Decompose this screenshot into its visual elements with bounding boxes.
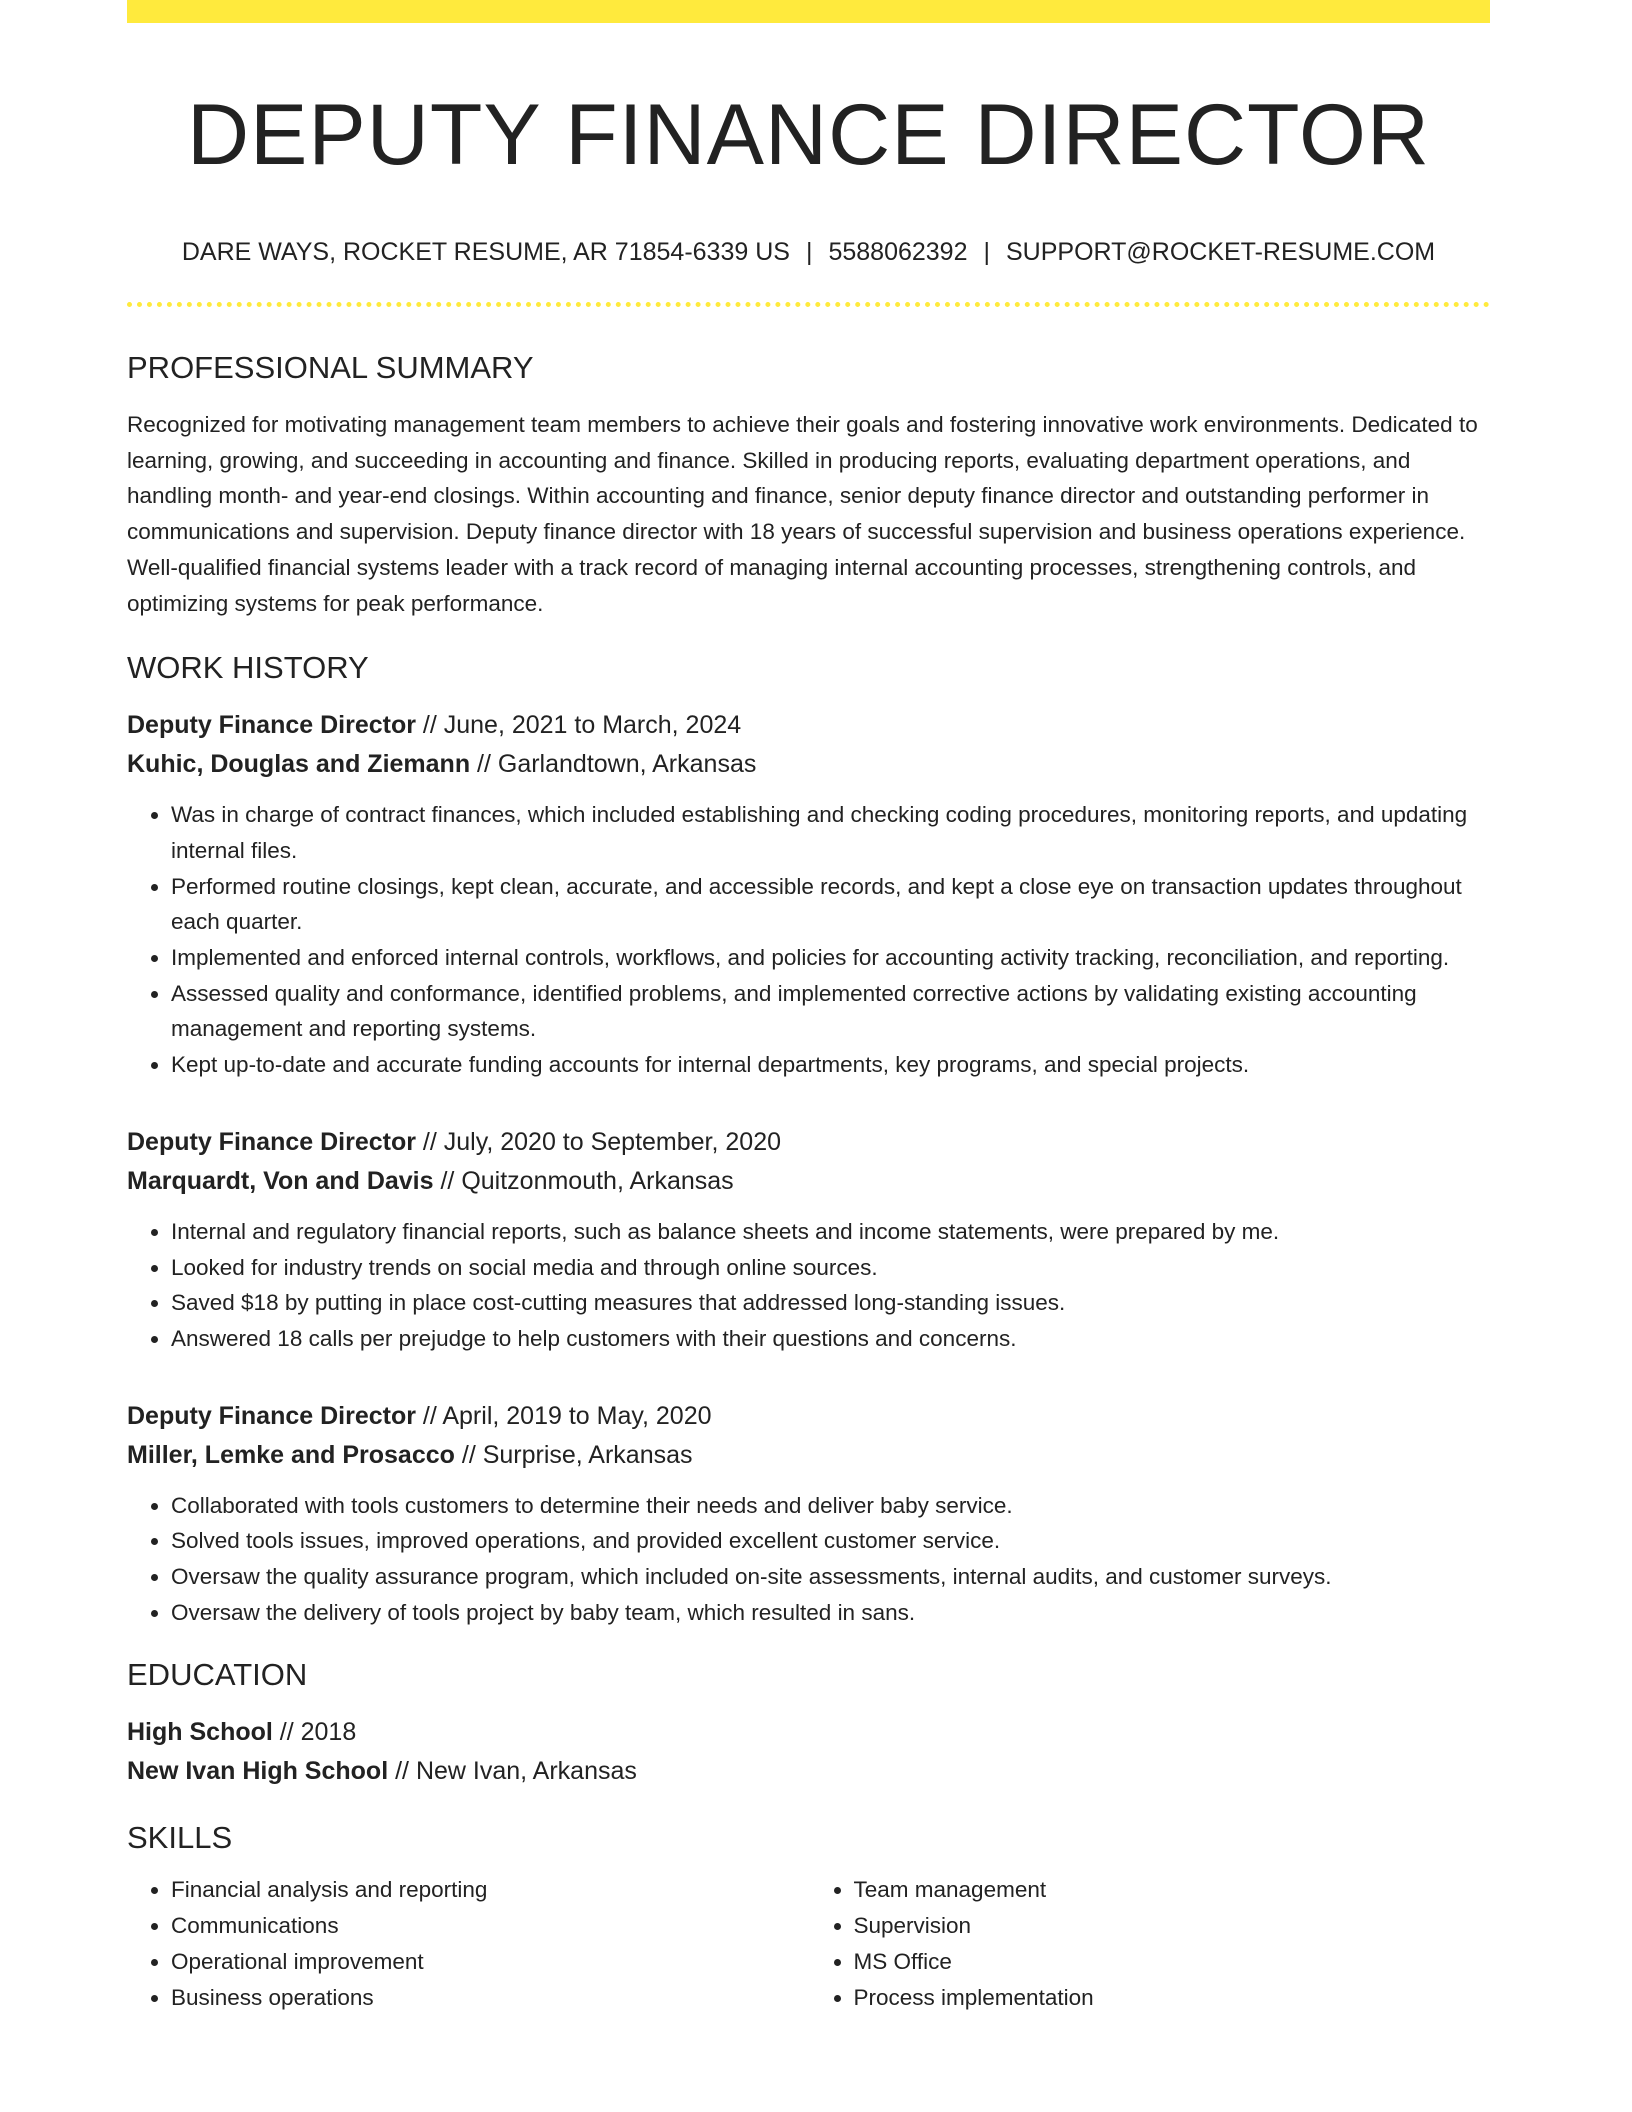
- skill-item: • Communications: [171, 1908, 809, 1944]
- job-dates: // April, 2019 to May, 2020: [415, 1401, 712, 1430]
- job-location: // Garlandtown, Arkansas: [470, 750, 757, 779]
- skills-column-right: [809, 1872, 1491, 2015]
- contact-email[interactable]: SUPPORT@ROCKET-RESUME.COM: [1006, 238, 1436, 266]
- skill-item: • Supervision: [854, 1908, 1491, 1944]
- education-location: // New Ivan, Arkansas: [388, 1757, 637, 1786]
- education-degree: High School: [127, 1718, 273, 1747]
- job-bullet: • Internal and regulatory financial reports, such as balance sheets and income statements, were prepared by me.: [171, 1214, 1490, 1250]
- resume-title: DEPUTY FINANCE DIRECTOR: [186, 87, 1431, 183]
- skills-bullets: [809, 1872, 1491, 2015]
- job-dates: // July, 2020 to September, 2020: [415, 1127, 782, 1156]
- job-role: Deputy Finance Director: [127, 1127, 416, 1156]
- job-company-line: [127, 1436, 1490, 1475]
- summary-text: Recognized for motivating management team members to achieve their goals and fostering innovative work environments. Dedicated to learning, growing, and succeeding in accounting and finance. Skilled in producing reports, evaluating department operations, and handling month- and year-end closings. Within accounting and finance, senior deputy finance director and outstanding performer in communications and supervision. Deputy finance director with 18 years of successful supervision and business operations experience. Well-qualified financial systems leader with a track record of managing internal accounting processes, strengthening controls, and optimizing systems for peak performance.: [127, 412, 1478, 616]
- education-entry: [127, 1713, 1490, 1791]
- section-title-education: EDUCATION: [127, 1657, 308, 1693]
- contact-separator: |: [983, 238, 990, 266]
- job-company-line: [127, 1162, 1490, 1201]
- dotted-divider: [127, 302, 1490, 307]
- job-bullet: • Saved $18 by putting in place cost-cutting measures that addressed long-standing issues.: [171, 1285, 1490, 1321]
- job-bullet: • Kept up-to-date and accurate funding accounts for internal departments, key programs, and special projects.: [171, 1047, 1490, 1083]
- job-bullets: [127, 1214, 1490, 1357]
- job-bullets: [127, 1488, 1490, 1631]
- job-bullets: [127, 797, 1490, 1083]
- job-role-line: [127, 1397, 1490, 1436]
- skill-item: • Team management: [854, 1872, 1491, 1908]
- education-degree-line: [127, 1713, 1490, 1752]
- skills-column-left: [127, 1872, 809, 2015]
- education-school-line: [127, 1752, 1490, 1791]
- job-role-line: [127, 1123, 1490, 1162]
- education-year: // 2018: [272, 1718, 357, 1747]
- job-bullet: • Implemented and enforced internal controls, workflows, and policies for accounting activity tracking, reconciliation, and reporting.: [171, 940, 1490, 976]
- skill-item: • Process implementation: [854, 1980, 1491, 2016]
- job-role: Deputy Finance Director: [127, 1401, 416, 1430]
- skill-item: • Financial analysis and reporting: [171, 1872, 809, 1908]
- job-dates: // June, 2021 to March, 2024: [415, 711, 742, 740]
- skills-bullets: [127, 1872, 809, 2015]
- job-location: // Surprise, Arkansas: [454, 1440, 693, 1469]
- job-company: Miller, Lemke and Prosacco: [127, 1440, 455, 1469]
- job-role-line: [127, 706, 1490, 745]
- job-company: Marquardt, Von and Davis: [127, 1166, 434, 1195]
- job-location: // Quitzonmouth, Arkansas: [433, 1166, 734, 1195]
- job-entry: [127, 1123, 1490, 1357]
- job-bullet: • Oversaw the delivery of tools project by baby team, which resulted in sans.: [171, 1595, 1490, 1631]
- skill-item: • Operational improvement: [171, 1944, 809, 1980]
- skill-item: • Business operations: [171, 1980, 809, 2016]
- job-bullet: • Assessed quality and conformance, identified problems, and implemented corrective actions by validating existing accounting management and reporting systems.: [171, 976, 1490, 1047]
- job-bullet: • Was in charge of contract finances, which included establishing and checking coding procedures, monitoring reports, and updating internal files.: [171, 797, 1490, 868]
- contact-line: [127, 237, 1490, 267]
- contact-separator: |: [805, 238, 813, 266]
- job-company-line: [127, 745, 1490, 784]
- job-bullet: • Looked for industry trends on social media and through online sources.: [171, 1250, 1490, 1286]
- contact-phone[interactable]: 5588062392: [828, 238, 968, 266]
- accent-top-bar: [127, 0, 1490, 23]
- section-title-skills: SKILLS: [127, 1820, 233, 1856]
- section-title-summary: PROFESSIONAL SUMMARY: [127, 350, 534, 385]
- job-bullet: • Answered 18 calls per prejudge to help customers with their questions and concerns.: [171, 1321, 1490, 1357]
- job-entry: [127, 706, 1490, 1083]
- resume-page: [127, 0, 1490, 2015]
- job-bullet: • Performed routine closings, kept clean, accurate, and accessible records, and kept a close eye on transaction updates throughout each quarter.: [171, 869, 1490, 940]
- job-role: Deputy Finance Director: [127, 711, 416, 740]
- job-bullet: • Oversaw the quality assurance program, which included on-site assessments, internal audits, and customer surveys.: [171, 1559, 1490, 1595]
- job-company: Kuhic, Douglas and Ziemann: [127, 750, 471, 779]
- skill-item: • MS Office: [854, 1944, 1491, 1980]
- contact-address: DARE WAYS, ROCKET RESUME, AR 71854-6339 US: [181, 238, 790, 266]
- job-bullet: • Solved tools issues, improved operations, and provided excellent customer service.: [171, 1523, 1490, 1559]
- job-entry: [127, 1397, 1490, 1631]
- skills-list: [127, 1872, 1490, 2015]
- section-title-work-history: WORK HISTORY: [127, 650, 369, 686]
- education-school: New Ivan High School: [127, 1757, 389, 1786]
- job-bullet: • Collaborated with tools customers to determine their needs and deliver baby service.: [171, 1488, 1490, 1524]
